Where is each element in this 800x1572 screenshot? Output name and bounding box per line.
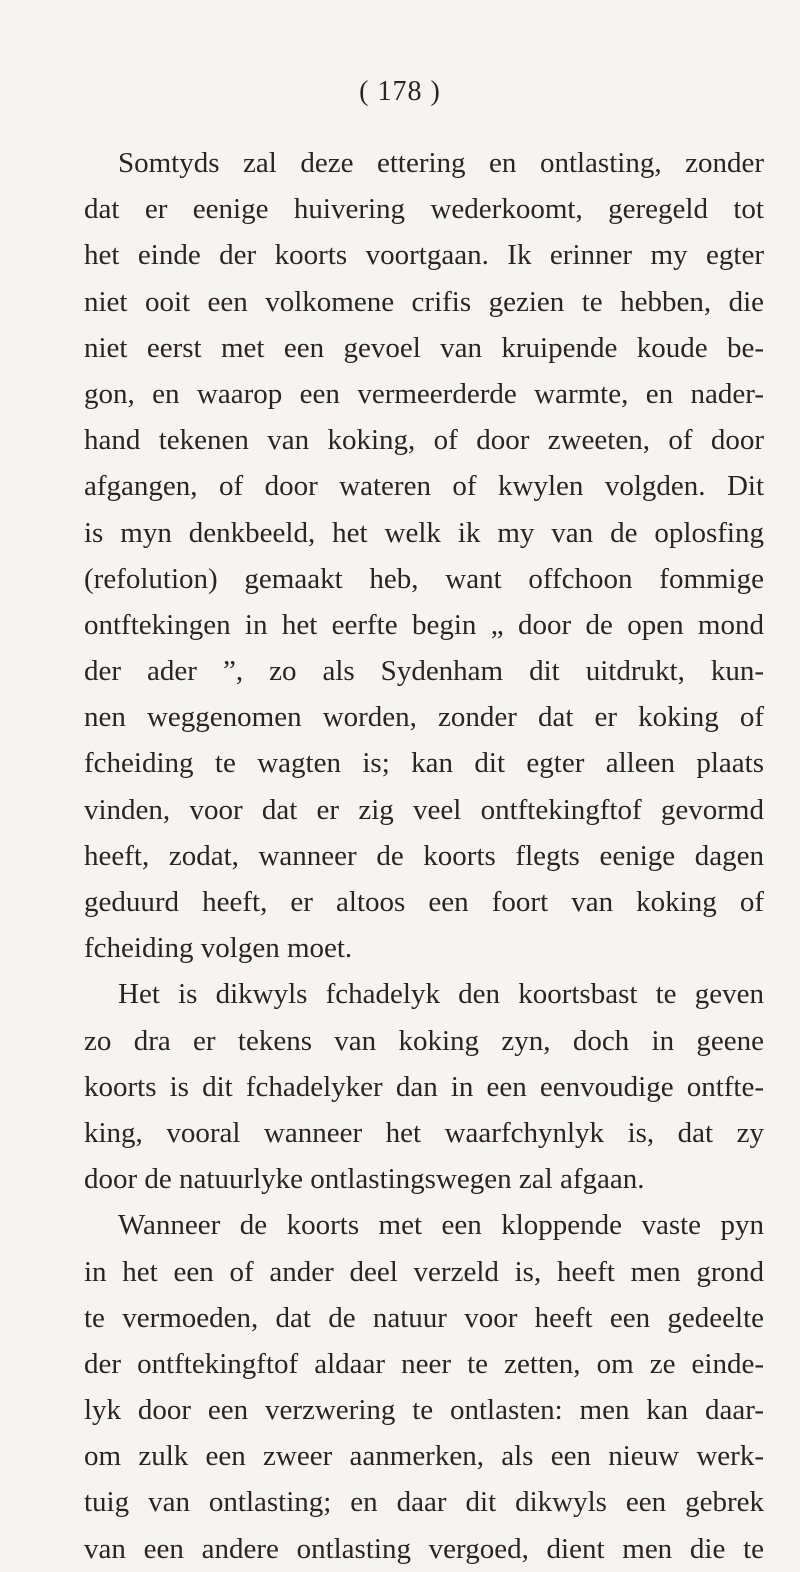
body-text	[84, 140, 764, 1572]
text-line: het einde der koorts voortgaan. Ik erinner my egter	[84, 239, 764, 272]
text-line: der ader ”, zo als Sydenham dit uitdrukt, kun-	[84, 655, 764, 688]
text-line: Wanneer de koorts met een kloppende vaste pyn	[118, 1209, 764, 1242]
text-line: dat er eenige huivering wederkoomt, geregeld tot	[84, 193, 764, 226]
text-line: gon, en waarop een vermeerderde warmte, en nader-	[84, 377, 764, 410]
text-line: koorts is dit fchadelyker dan in een eenvoudige ontfte-	[84, 1070, 764, 1103]
text-line: (refolution) gemaakt heb, want offchoon fommige	[84, 562, 764, 595]
text-line: tuig van ontlasting; en daar dit dikwyls een gebrek	[84, 1486, 764, 1519]
text-line: in het een of ander deel verzeld is, heeft men grond	[84, 1255, 764, 1288]
text-line: van een andere ontlasting vergoed, dient men die te	[84, 1532, 764, 1565]
text-line: zo dra er tekens van koking zyn, doch in geene	[84, 1024, 764, 1057]
text-line: Het is dikwyls fchadelyk den koortsbast te geven	[118, 978, 764, 1011]
text-line: om zulk een zweer aanmerken, als een nieuw werk-	[84, 1440, 764, 1473]
text-line: afgangen, of door wateren of kwylen volgden. Dit	[84, 470, 764, 503]
text-line: king, vooral wanneer het waarfchynlyk is, dat zy	[84, 1116, 764, 1149]
page-number: ( 178 )	[359, 76, 441, 107]
text-line: vinden, voor dat er zig veel ontftekingftof gevormd	[84, 793, 764, 826]
text-line: lyk door een verzwering te ontlasten: men kan daar-	[84, 1394, 764, 1427]
text-line: door de natuurlyke ontlastingswegen zal afgaan.	[84, 1163, 645, 1196]
text-line: te vermoeden, dat de natuur voor heeft een gedeelte	[84, 1301, 764, 1334]
text-line: hand tekenen van koking, of door zweeten, of door	[84, 424, 764, 457]
text-line: fcheiding te wagten is; kan dit egter alleen plaats	[84, 747, 764, 780]
text-line: der ontftekingftof aldaar neer te zetten, om ze einde-	[84, 1347, 764, 1380]
text-line: heeft, zodat, wanneer de koorts flegts eenige dagen	[84, 839, 764, 872]
text-line: niet eerst met een gevoel van kruipende koude be-	[84, 331, 764, 364]
text-line: fcheiding volgen moet.	[84, 932, 353, 965]
text-line: nen weggenomen worden, zonder dat er koking of	[84, 701, 764, 734]
text-line: ontftekingen in het eerfte begin „ door de open mond	[84, 608, 764, 641]
text-line: Somtyds zal deze ettering en ontlasting, zonder	[118, 147, 764, 179]
text-line: is myn denkbeeld, het welk ik my van de oplosfing	[84, 516, 764, 549]
text-line: niet ooit een volkomene crifis gezien te hebben, die	[84, 285, 764, 318]
text-line: geduurd heeft, er altoos een foort van koking of	[84, 886, 764, 918]
